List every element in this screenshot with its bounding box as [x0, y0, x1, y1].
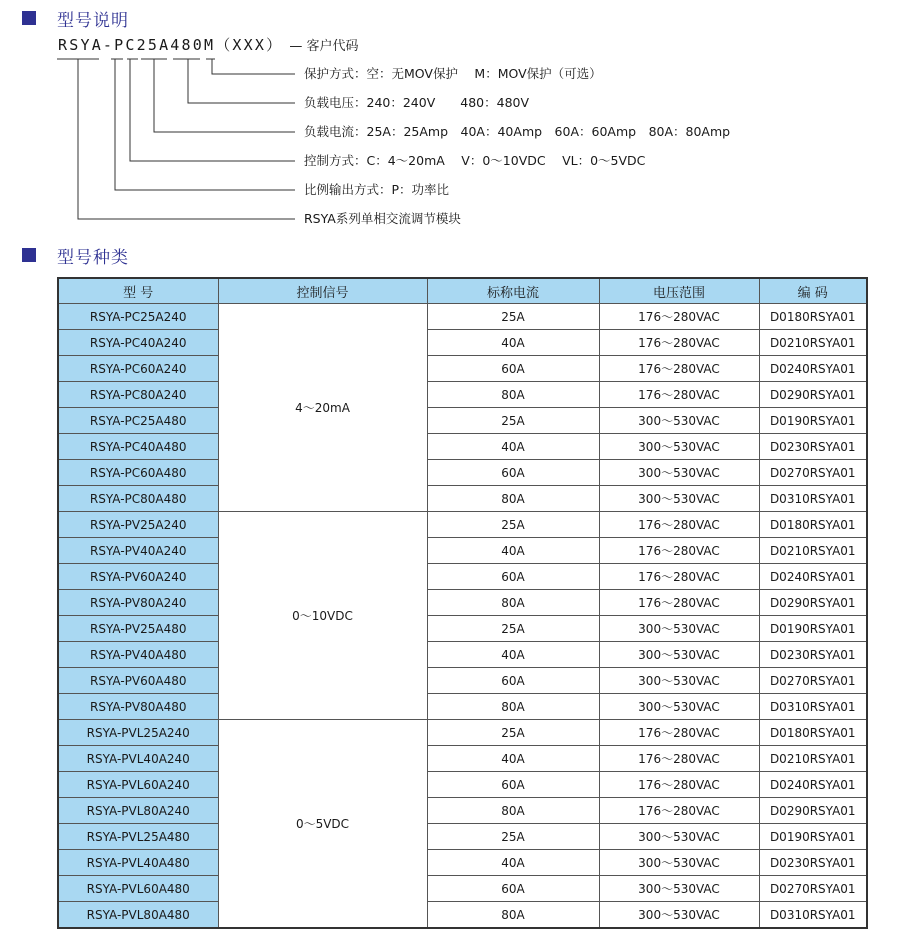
cell-voltage-range: 300～530VAC — [599, 408, 759, 434]
cell-voltage-range: 176～280VAC — [599, 538, 759, 564]
table-row — [58, 798, 867, 824]
cell-rated-current: 25A — [427, 304, 599, 330]
cell-model: RSYA-PC80A480 — [58, 486, 218, 512]
cell-model: RSYA-PV40A240 — [58, 538, 218, 564]
cell-rated-current: 25A — [427, 720, 599, 746]
cell-voltage-range: 176～280VAC — [599, 720, 759, 746]
cell-model: RSYA-PV25A480 — [58, 616, 218, 642]
table-row — [58, 460, 867, 486]
table-row — [58, 902, 867, 929]
cell-rated-current: 80A — [427, 902, 599, 929]
cell-model: RSYA-PVL60A240 — [58, 772, 218, 798]
legend-protection: 保护方式：空：无MOV保护 M：MOV保护（可选） — [304, 66, 602, 81]
cell-voltage-range: 176～280VAC — [599, 304, 759, 330]
cell-rated-current: 40A — [427, 434, 599, 460]
table-row — [58, 330, 867, 356]
cell-code: D0290RSYA01 — [759, 798, 867, 824]
cell-code: D0210RSYA01 — [759, 330, 867, 356]
table-row — [58, 304, 867, 330]
cell-code: D0270RSYA01 — [759, 876, 867, 902]
cell-code: D0310RSYA01 — [759, 486, 867, 512]
cell-voltage-range: 176～280VAC — [599, 356, 759, 382]
cell-voltage-range: 176～280VAC — [599, 564, 759, 590]
cell-model: RSYA-PV60A240 — [58, 564, 218, 590]
connector-series — [78, 59, 295, 219]
table-row — [58, 382, 867, 408]
cell-voltage-range: 176～280VAC — [599, 512, 759, 538]
cell-model: RSYA-PC40A240 — [58, 330, 218, 356]
cell-code: D0210RSYA01 — [759, 746, 867, 772]
table-header-row — [58, 278, 867, 304]
cell-rated-current: 80A — [427, 798, 599, 824]
cell-code: D0230RSYA01 — [759, 850, 867, 876]
table-row — [58, 642, 867, 668]
cell-voltage-range: 300～530VAC — [599, 616, 759, 642]
cell-model: RSYA-PC60A240 — [58, 356, 218, 382]
cell-model: RSYA-PV40A480 — [58, 642, 218, 668]
cell-code: D0180RSYA01 — [759, 512, 867, 538]
cell-rated-current: 80A — [427, 382, 599, 408]
section-title: 型号种类 — [57, 247, 129, 268]
header-rated-current: 标称电流 — [427, 278, 599, 304]
cell-model: RSYA-PVL60A480 — [58, 876, 218, 902]
cell-rated-current: 60A — [427, 356, 599, 382]
cell-rated-current: 25A — [427, 408, 599, 434]
table-row — [58, 850, 867, 876]
table-row — [58, 590, 867, 616]
cell-code: D0290RSYA01 — [759, 382, 867, 408]
cell-voltage-range: 176～280VAC — [599, 330, 759, 356]
cell-rated-current: 80A — [427, 694, 599, 720]
cell-control-signal: 0～10VDC — [218, 512, 427, 720]
cell-rated-current: 80A — [427, 590, 599, 616]
cell-code: D0310RSYA01 — [759, 694, 867, 720]
cell-voltage-range: 176～280VAC — [599, 382, 759, 408]
connector-voltage — [188, 59, 295, 103]
connector-protection — [212, 59, 295, 74]
cell-rated-current: 80A — [427, 486, 599, 512]
cell-rated-current: 60A — [427, 564, 599, 590]
cell-model: RSYA-PC80A240 — [58, 382, 218, 408]
cell-voltage-range: 300～530VAC — [599, 824, 759, 850]
table-row — [58, 616, 867, 642]
cell-voltage-range: 300～530VAC — [599, 876, 759, 902]
legend-current: 负载电流：25A：25Amp 40A：40Amp 60A：60Amp 80A：80Amp — [304, 124, 731, 139]
cell-code: D0240RSYA01 — [759, 564, 867, 590]
header-voltage-range: 电压范围 — [599, 278, 759, 304]
cell-code: D0190RSYA01 — [759, 824, 867, 850]
cell-code: D0270RSYA01 — [759, 460, 867, 486]
cell-model: RSYA-PV80A480 — [58, 694, 218, 720]
table-row — [58, 668, 867, 694]
legend-output: 比例输出方式：P：功率比 — [304, 182, 450, 197]
cell-rated-current: 60A — [427, 668, 599, 694]
cell-rated-current: 40A — [427, 538, 599, 564]
cell-code: D0230RSYA01 — [759, 642, 867, 668]
cell-code: D0180RSYA01 — [759, 304, 867, 330]
cell-model: RSYA-PVL25A480 — [58, 824, 218, 850]
cell-model: RSYA-PV60A480 — [58, 668, 218, 694]
table-row — [58, 746, 867, 772]
cell-model: RSYA-PVL40A240 — [58, 746, 218, 772]
square-bullet-icon — [22, 248, 36, 262]
table-row — [58, 824, 867, 850]
section-heading-model-types — [22, 243, 129, 267]
cell-code: D0290RSYA01 — [759, 590, 867, 616]
cell-voltage-range: 300～530VAC — [599, 642, 759, 668]
connector-output — [115, 59, 295, 190]
cell-rated-current: 60A — [427, 460, 599, 486]
table-row — [58, 876, 867, 902]
table-row — [58, 720, 867, 746]
cell-voltage-range: 300～530VAC — [599, 668, 759, 694]
model-code: RSYA-PC25A480M（XXX） — [58, 36, 284, 54]
cell-voltage-range: 176～280VAC — [599, 772, 759, 798]
cell-voltage-range: 176～280VAC — [599, 798, 759, 824]
table-row — [58, 356, 867, 382]
cell-code: D0240RSYA01 — [759, 356, 867, 382]
cell-code: D0180RSYA01 — [759, 720, 867, 746]
cell-code: D0240RSYA01 — [759, 772, 867, 798]
cell-model: RSYA-PVL80A240 — [58, 798, 218, 824]
customer-code-label: — 客户代码 — [289, 39, 359, 54]
table-row — [58, 434, 867, 460]
cell-code: D0310RSYA01 — [759, 902, 867, 929]
model-table — [57, 277, 868, 929]
cell-model: RSYA-PVL25A240 — [58, 720, 218, 746]
cell-rated-current: 60A — [427, 772, 599, 798]
cell-voltage-range: 300～530VAC — [599, 460, 759, 486]
header-model: 型 号 — [58, 278, 218, 304]
code-bracket-diagram — [0, 0, 900, 240]
cell-model: RSYA-PV80A240 — [58, 590, 218, 616]
cell-code: D0210RSYA01 — [759, 538, 867, 564]
cell-rated-current: 40A — [427, 330, 599, 356]
cell-model: RSYA-PVL80A480 — [58, 902, 218, 929]
cell-voltage-range: 300～530VAC — [599, 486, 759, 512]
header-code: 编 码 — [759, 278, 867, 304]
cell-model: RSYA-PV25A240 — [58, 512, 218, 538]
cell-model: RSYA-PC60A480 — [58, 460, 218, 486]
cell-rated-current: 40A — [427, 642, 599, 668]
table-row — [58, 564, 867, 590]
cell-model: RSYA-PVL40A480 — [58, 850, 218, 876]
cell-voltage-range: 300～530VAC — [599, 694, 759, 720]
table-row — [58, 772, 867, 798]
legend-series: RSYA系列单相交流调节模块 — [304, 211, 461, 226]
table-row — [58, 694, 867, 720]
table-row — [58, 512, 867, 538]
cell-rated-current: 25A — [427, 512, 599, 538]
cell-voltage-range: 300～530VAC — [599, 850, 759, 876]
table-row — [58, 538, 867, 564]
table-row — [58, 408, 867, 434]
cell-code: D0190RSYA01 — [759, 408, 867, 434]
cell-voltage-range: 176～280VAC — [599, 590, 759, 616]
cell-control-signal: 0～5VDC — [218, 720, 427, 929]
cell-voltage-range: 300～530VAC — [599, 902, 759, 929]
cell-code: D0230RSYA01 — [759, 434, 867, 460]
table-row — [58, 486, 867, 512]
cell-control-signal: 4～20mA — [218, 304, 427, 512]
cell-model: RSYA-PC25A240 — [58, 304, 218, 330]
legend-control: 控制方式：C：4～20mA V：0～10VDC VL：0～5VDC — [304, 153, 646, 168]
header-control-signal: 控制信号 — [218, 278, 427, 304]
cell-voltage-range: 300～530VAC — [599, 434, 759, 460]
cell-rated-current: 25A — [427, 824, 599, 850]
cell-rated-current: 25A — [427, 616, 599, 642]
cell-code: D0190RSYA01 — [759, 616, 867, 642]
cell-rated-current: 40A — [427, 746, 599, 772]
cell-model: RSYA-PC25A480 — [58, 408, 218, 434]
cell-rated-current: 60A — [427, 876, 599, 902]
legend-voltage: 负载电压：240：240V 480：480V — [304, 95, 530, 110]
cell-model: RSYA-PC40A480 — [58, 434, 218, 460]
cell-code: D0270RSYA01 — [759, 668, 867, 694]
cell-rated-current: 40A — [427, 850, 599, 876]
cell-voltage-range: 176～280VAC — [599, 746, 759, 772]
section-title: 型号说明 — [57, 10, 129, 31]
connector-current — [154, 59, 295, 132]
